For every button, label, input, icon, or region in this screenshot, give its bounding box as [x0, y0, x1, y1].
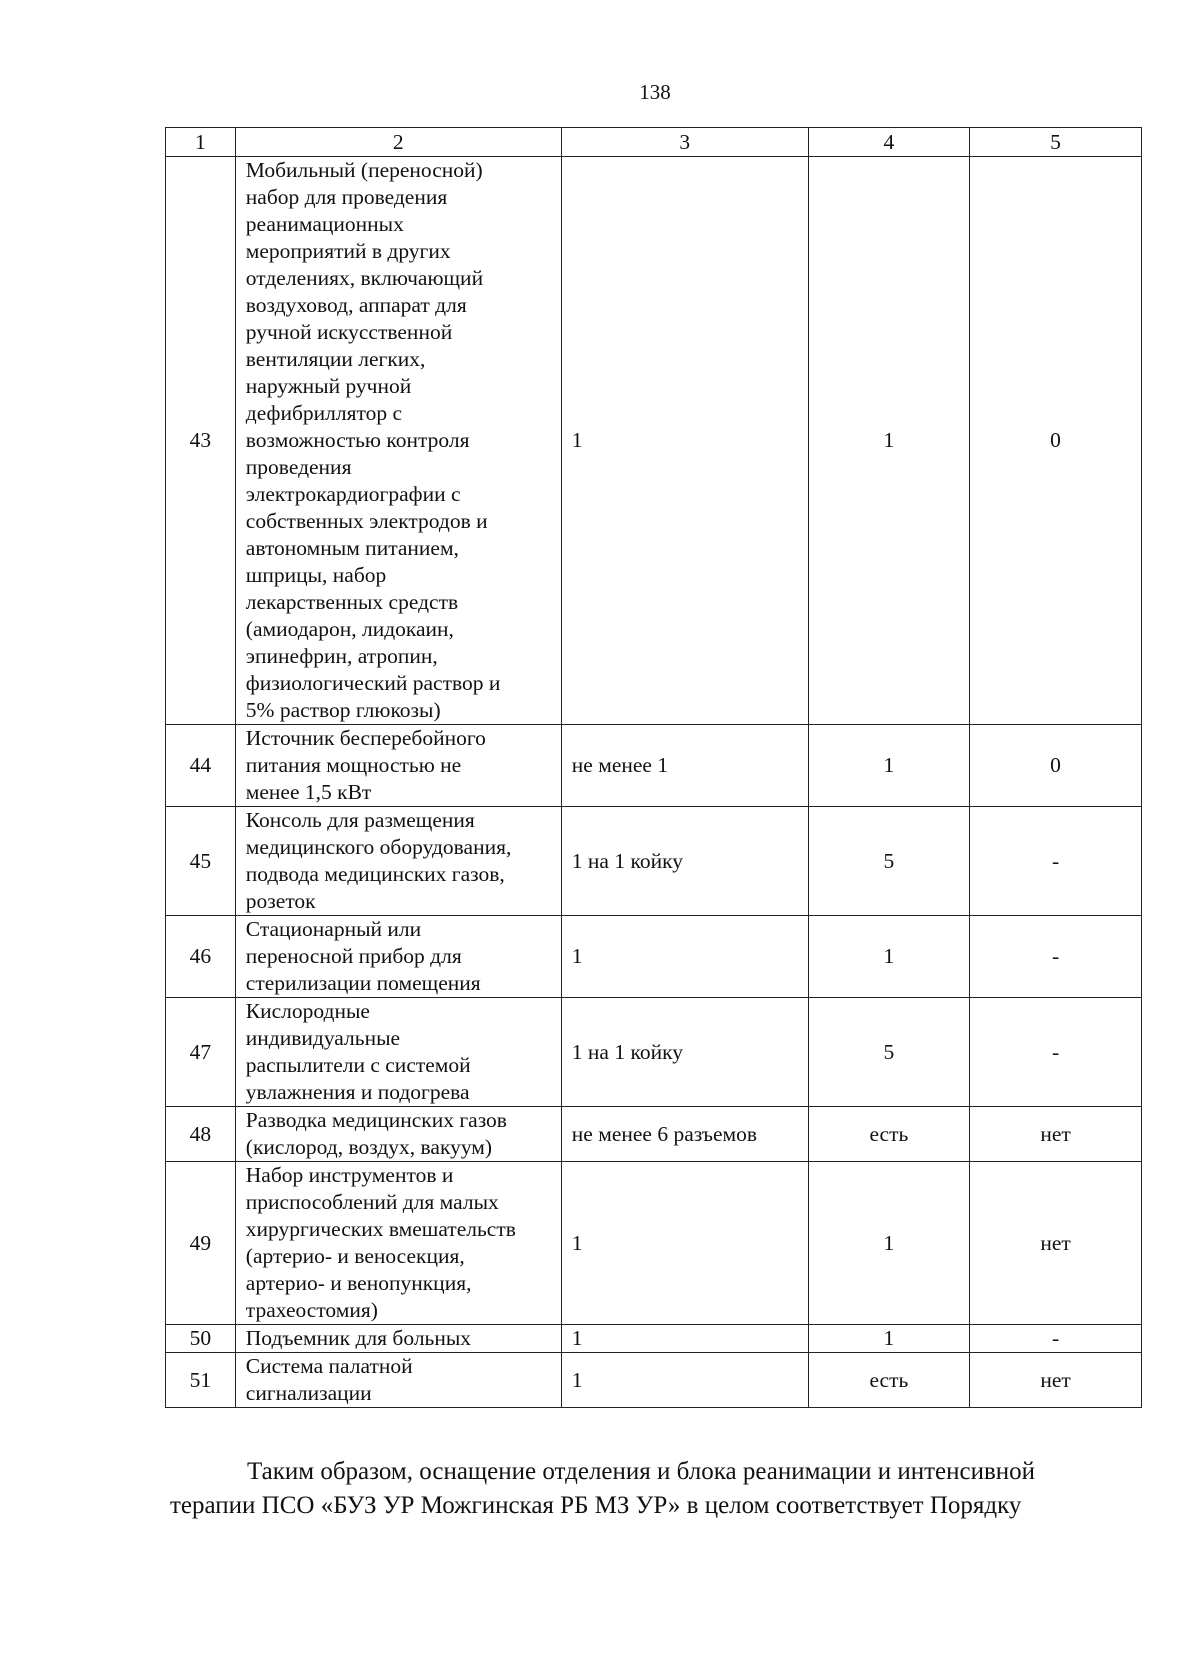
description-line: переносной прибор для [245, 944, 462, 968]
description-line: (кислород, воздух, вакуум) [245, 1135, 493, 1159]
required-quantity: 1 на 1 койку [561, 998, 808, 1107]
shortage-quantity: нет [970, 1107, 1142, 1162]
table-row [166, 916, 1142, 998]
description-line: (артерио- и веносекция, [245, 1244, 465, 1268]
description-line: Консоль для размещения [245, 808, 475, 832]
row-number: 51 [166, 1353, 236, 1408]
table-body [166, 157, 1142, 1408]
description-line: артерио- и венопункция, [245, 1271, 472, 1295]
description-line: вентиляции легких, [245, 347, 426, 371]
required-quantity: не менее 6 разъемов [561, 1107, 808, 1162]
description-line: увлажнения и подогрева [245, 1080, 470, 1104]
description-line: распылители с системой [245, 1053, 471, 1077]
actual-quantity: 1 [808, 916, 969, 998]
description-line: набор для проведения [245, 185, 448, 209]
table-row [166, 1107, 1142, 1162]
description-line: трахеостомия) [245, 1298, 378, 1322]
required-quantity: 1 [561, 157, 808, 725]
required-quantity: 1 [561, 916, 808, 998]
description-line: медицинского оборудования, [245, 835, 512, 859]
table-row [166, 1353, 1142, 1408]
row-number: 48 [166, 1107, 236, 1162]
actual-quantity: 5 [808, 998, 969, 1107]
conclusion-line: терапии ПСО «БУЗ УР Можгинская РБ МЗ УР» в целом соответствует Порядку [170, 1492, 1022, 1519]
conclusion-line: Таким образом, оснащение отделения и блока реанимации и интенсивной [247, 1458, 1036, 1485]
row-number: 50 [166, 1325, 236, 1353]
table-row [166, 1325, 1142, 1353]
header-col-3: 3 [561, 128, 808, 157]
description-line: воздуховод, аппарат для [245, 293, 467, 317]
shortage-quantity: - [970, 1325, 1142, 1353]
actual-quantity: есть [808, 1353, 969, 1408]
description-line: 5% раствор глюкозы) [245, 698, 441, 722]
description-line: (амиодарон, лидокаин, [245, 617, 454, 641]
row-number: 43 [166, 157, 236, 725]
item-description [235, 807, 561, 916]
description-line: подвода медицинских газов, [245, 862, 505, 886]
table-header-row [166, 128, 1142, 157]
description-line: Разводка медицинских газов [245, 1108, 507, 1132]
item-description [235, 1325, 561, 1353]
description-line: сигнализации [245, 1381, 372, 1405]
required-quantity: 1 [561, 1325, 808, 1353]
description-line: розеток [245, 889, 316, 913]
table-row [166, 807, 1142, 916]
shortage-quantity: 0 [970, 157, 1142, 725]
description-line: Источник бесперебойного [245, 726, 486, 750]
item-description [235, 1107, 561, 1162]
required-quantity: 1 на 1 койку [561, 807, 808, 916]
description-line: Стационарный или [245, 917, 422, 941]
description-line: хирургических вмешательств [245, 1217, 516, 1241]
conclusion-paragraph [170, 1455, 1147, 1523]
description-line: электрокардиографии с [245, 482, 461, 506]
row-number: 44 [166, 725, 236, 807]
header-col-1: 1 [166, 128, 236, 157]
required-quantity: 1 [561, 1353, 808, 1408]
row-number: 49 [166, 1162, 236, 1325]
header-col-4: 4 [808, 128, 969, 157]
description-line: Система палатной [245, 1354, 413, 1378]
description-line: лекарственных средств [245, 590, 459, 614]
shortage-quantity: - [970, 916, 1142, 998]
description-line: мероприятий в других [245, 239, 451, 263]
description-line: индивидуальные [245, 1026, 401, 1050]
description-line: приспособлений для малых [245, 1190, 499, 1214]
shortage-quantity: нет [970, 1162, 1142, 1325]
description-line: собственных электродов и [245, 509, 488, 533]
row-number: 45 [166, 807, 236, 916]
description-line: отделениях, включающий [245, 266, 484, 290]
description-line: дефибриллятор с [245, 401, 403, 425]
item-description [235, 157, 561, 725]
description-line: ручной искусственной [245, 320, 453, 344]
description-line: Набор инструментов и [245, 1163, 454, 1187]
required-quantity: не менее 1 [561, 725, 808, 807]
shortage-quantity: - [970, 807, 1142, 916]
description-line: стерилизации помещения [245, 971, 481, 995]
actual-quantity: 5 [808, 807, 969, 916]
row-number: 46 [166, 916, 236, 998]
item-description [235, 1353, 561, 1408]
table-row [166, 998, 1142, 1107]
actual-quantity: 1 [808, 1325, 969, 1353]
description-line: Мобильный (переносной) [245, 158, 483, 182]
description-line: эпинефрин, атропин, [245, 644, 438, 668]
header-col-2: 2 [235, 128, 561, 157]
shortage-quantity: - [970, 998, 1142, 1107]
actual-quantity: 1 [808, 157, 969, 725]
actual-quantity: есть [808, 1107, 969, 1162]
description-line: физиологический раствор и [245, 671, 501, 695]
description-line: наружный ручной [245, 374, 412, 398]
item-description [235, 1162, 561, 1325]
description-line: менее 1,5 кВт [245, 780, 372, 804]
table-row [166, 725, 1142, 807]
item-description [235, 916, 561, 998]
required-quantity: 1 [561, 1162, 808, 1325]
shortage-quantity: 0 [970, 725, 1142, 807]
table-row [166, 157, 1142, 725]
description-line: реанимационных [245, 212, 404, 236]
description-line: шприцы, набор [245, 563, 387, 587]
description-line: питания мощностью не [245, 753, 462, 777]
shortage-quantity: нет [970, 1353, 1142, 1408]
description-line: проведения [245, 455, 352, 479]
item-description [235, 725, 561, 807]
actual-quantity: 1 [808, 1162, 969, 1325]
description-line: Кислородные [245, 999, 370, 1023]
description-line: возможностью контроля [245, 428, 470, 452]
table-row [166, 1162, 1142, 1325]
description-line: Подъемник для больных [245, 1326, 472, 1350]
actual-quantity: 1 [808, 725, 969, 807]
equipment-table [165, 127, 1142, 1408]
item-description [235, 998, 561, 1107]
description-line: автономным питанием, [245, 536, 459, 560]
page-number: 138 [639, 80, 671, 104]
header-col-5: 5 [970, 128, 1142, 157]
row-number: 47 [166, 998, 236, 1107]
table-header [166, 128, 1142, 157]
